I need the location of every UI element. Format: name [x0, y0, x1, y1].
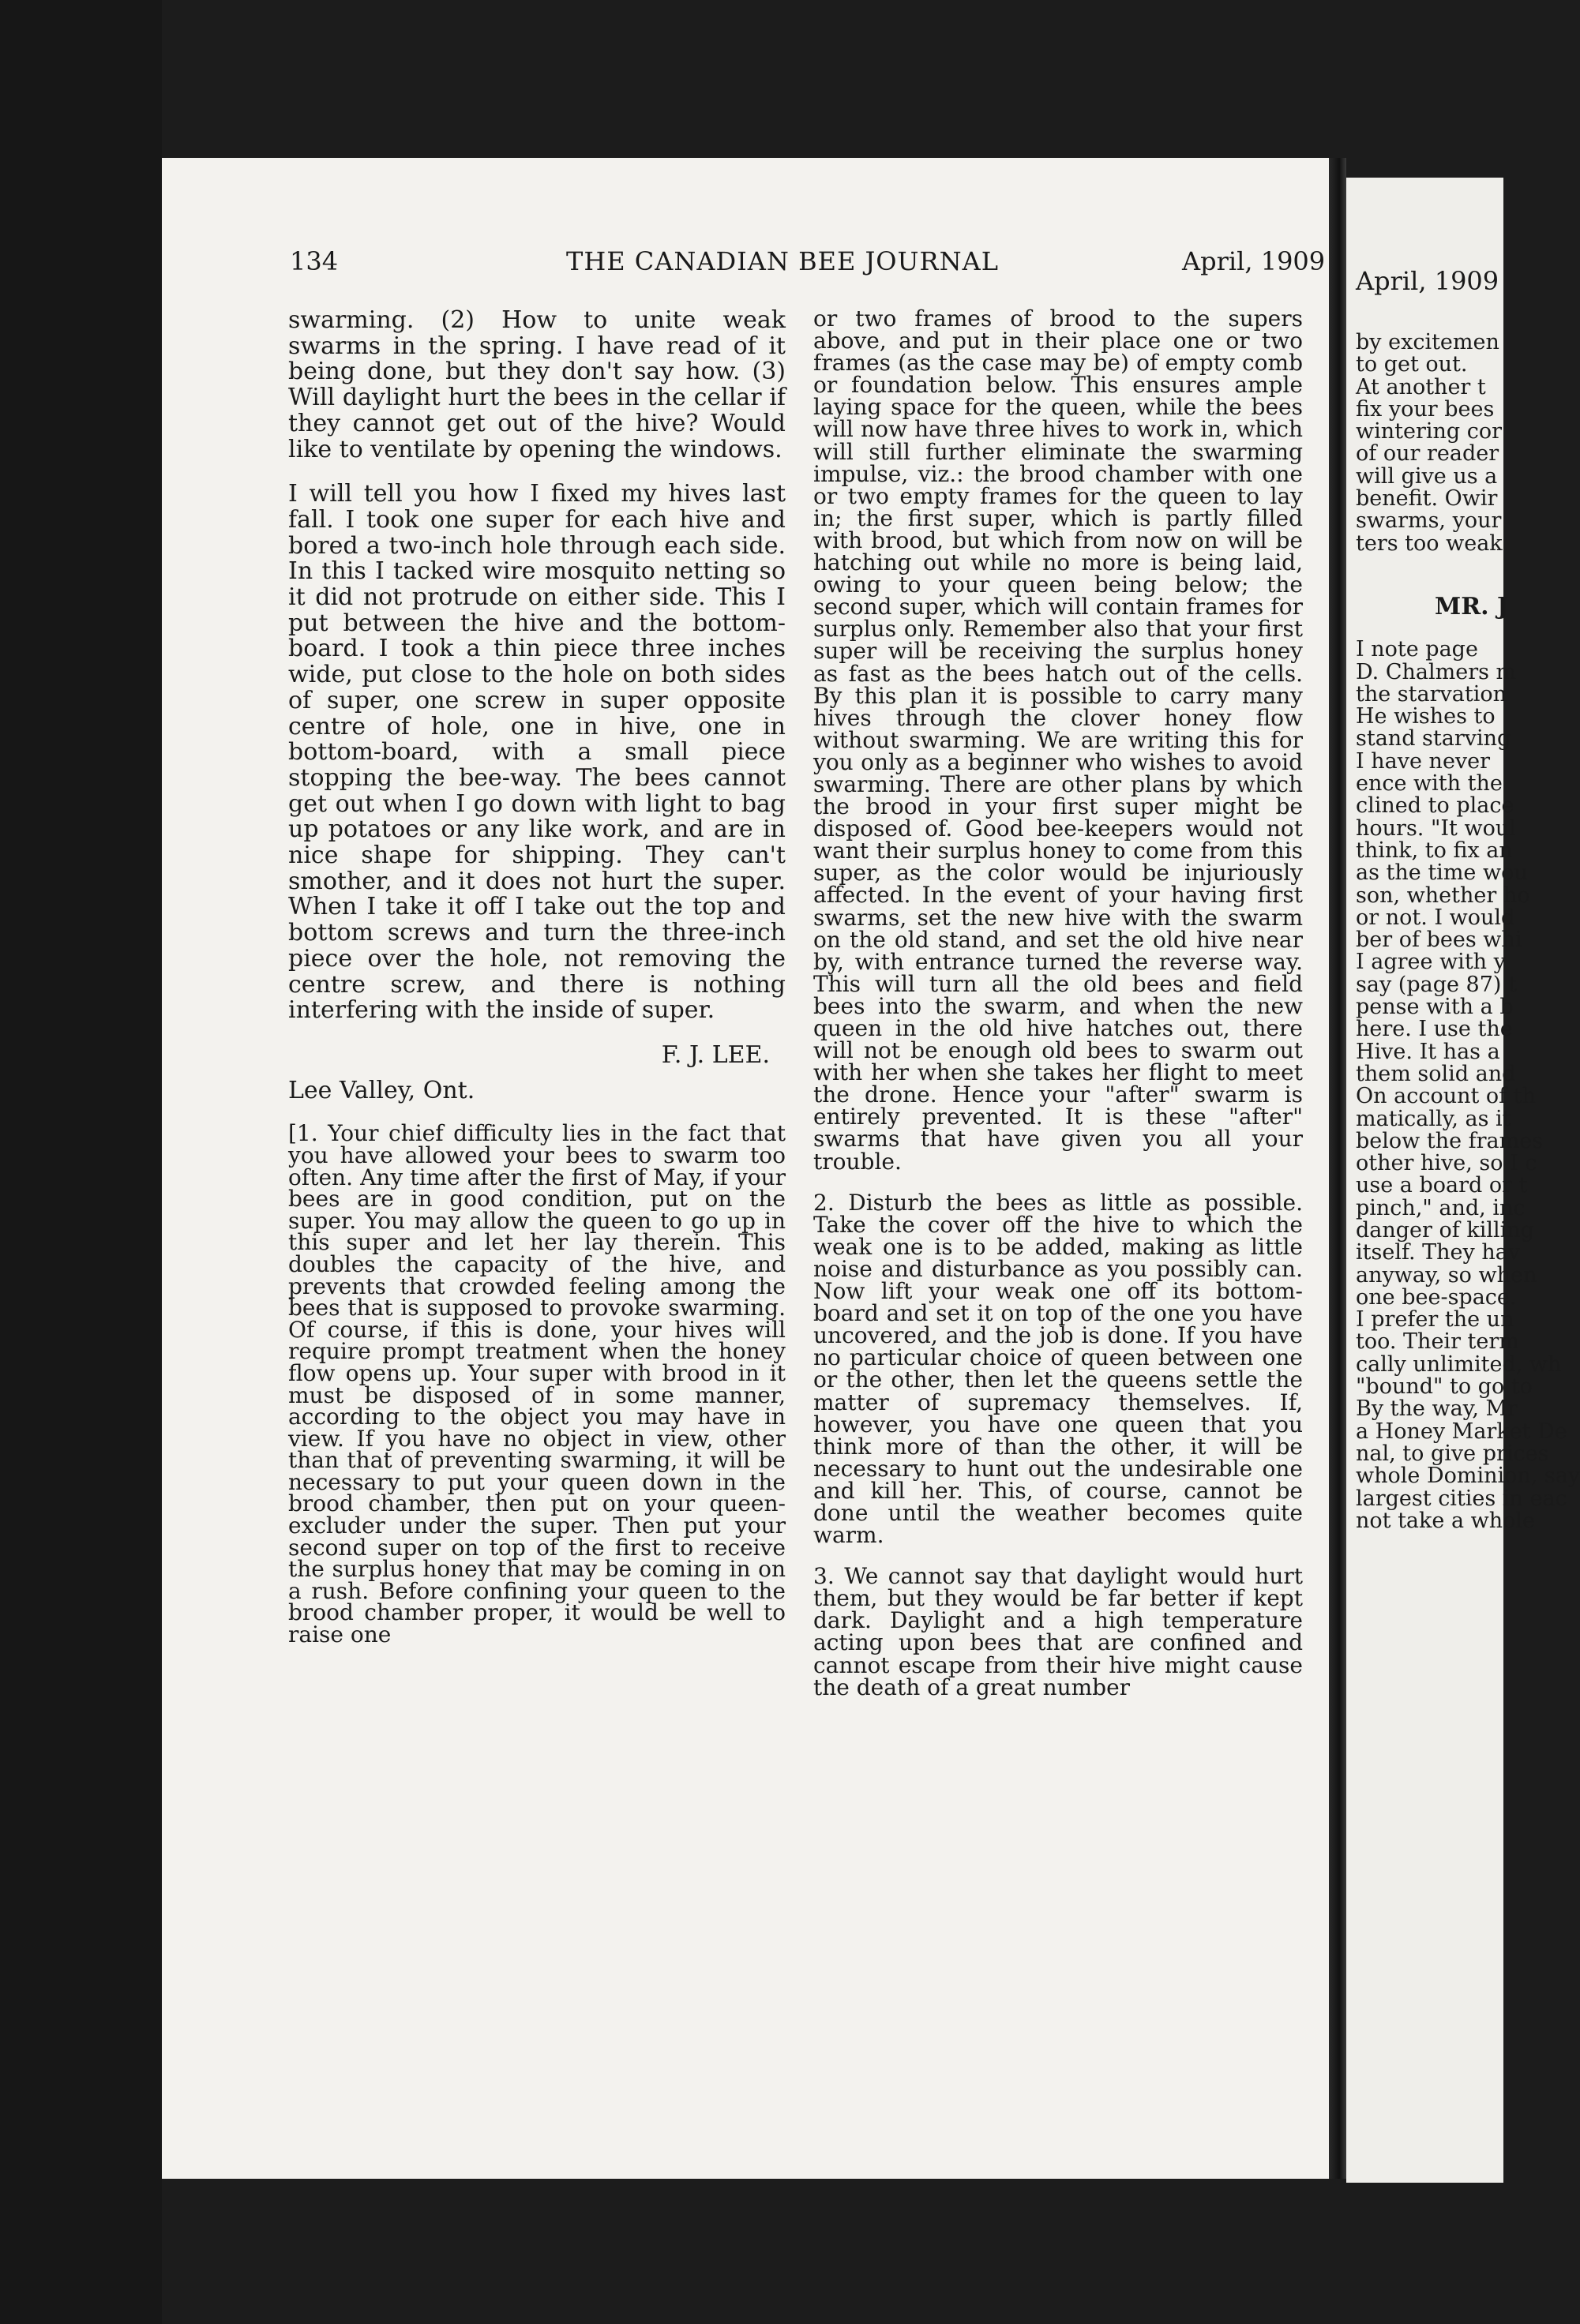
right-page-line: whole Dominion, say [1356, 1464, 1580, 1489]
right-page-line: ence with the [1356, 771, 1503, 797]
scan-background [0, 0, 162, 2324]
right-page-line: danger of killing [1356, 1217, 1534, 1243]
right-page-line: here. I use the [1356, 1017, 1513, 1042]
right-page-line: use a board or t [1356, 1173, 1528, 1198]
right-page-line: itself. They hav [1356, 1240, 1521, 1265]
right-page-line: fix your bees [1356, 396, 1495, 422]
journal-page-135-partial [1346, 178, 1580, 2183]
right-page-line: other hive, so I c [1356, 1151, 1537, 1176]
journal-title: THE CANADIAN BEE JOURNAL [566, 246, 999, 276]
right-page-line: a Honey Market De [1356, 1419, 1567, 1444]
left-column [288, 308, 786, 1665]
letter-paragraph: I will tell you how I fixed my hives last fall. I took one super for each hive and bored a two-inch hole through each side. In this I tacked wire mosquito netting so it did not protrude on either side. This I put between the hive and the bottom-board. I took a thin piece three inches wide, put close to the hole on both sides of super, one screw in super opposite centre of hole, one in hive, one in bottom-board, with a small piece stopping the bee-way. The bees cannot get out when I go down with light to bag up potatoes or any like work, and are in nice shape for shipping. They can't smother, and it does not hurt the super. When I take it off I take out the top and bottom screws and turn the three-inch piece over the hole, not removing the centre screw, and there is nothing interfering with the inside of super. [288, 480, 786, 1025]
right-page-line: not take a whole [1356, 1508, 1535, 1533]
reply-paragraph: or two frames of brood to the supers above, and put in their place one or two frames (as the case may be) of empty comb or foundation below. This ensures ample laying space for the queen, while the bees will now have three hives to work in, which will still further eliminate the swarming impulse, viz.: the brood chamber with one or two empty frames for the queen to lay in; the first super, which is partly filled with brood, but which from now on will be hatching out while no more is being laid, owing to your queen being below; the second super, which will contain frames for surplus only. Remember also that your first super will be receiving the surplus honey as fast as the bees hatch out of the cells. By this plan it is possible to carry many hives through the clover honey flow without swarming. We are writing this for you only as a beginner who wishes to avoid swarming. There are other plans by which the brood in your first super might be disposed of. Good bee-keepers would not want their surplus honey to come from this super, as the color would be injuriously affected. In the event of your having first swarms, set the new hive with the swarm on the old stand, and set the old hive near by, with entrance turned the reverse way. This will turn all the old bees and field bees into the swarm, and when the new queen in the old hive hatches out, there will not be enough old bees to swarm out with her when she takes her flight to meet the drone. Hence your "after" swarm is entirely prevented. It is these "after" swarms that have given you all your trouble. [813, 305, 1303, 1175]
right-page-line: will give us a [1356, 463, 1498, 489]
right-page-line: by excitemen [1356, 330, 1499, 354]
right-page-line: stand starving [1356, 726, 1511, 752]
right-page-line: I prefer the un [1356, 1307, 1514, 1333]
right-page-line: them solid and [1356, 1061, 1516, 1086]
right-page-line: I have never [1356, 748, 1491, 774]
letter-paragraph: swarming. (2) How to unite weak swarms in the spring. I have read of it being done, but they don't say how. (3) Will daylight hurt the bees in the cellar if they cannot get out of the hive? Would like to ventilate by opening the windows. [288, 306, 786, 463]
right-page-line: of our reader [1356, 441, 1499, 467]
right-page-line: I agree with y [1356, 950, 1506, 975]
right-page-line: At another t [1356, 374, 1486, 399]
letter-signature: F. J. LEE. [661, 1040, 770, 1069]
right-page-line: as the time wou [1356, 860, 1528, 886]
right-page-line: anyway, so when [1356, 1262, 1537, 1288]
right-page-heading: MR. J [1435, 592, 1509, 620]
right-page-line: pinch," and, inc [1356, 1195, 1526, 1220]
issue-date: April, 1909 [1182, 246, 1326, 276]
reply-paragraph: 3. We cannot say that daylight would hurt them, but they would be far better if kept dark. Daylight and a high temperature acting upon bees that are confined and cannot escape from their hive might cause the death of a great number [813, 1563, 1303, 1700]
right-page-line: to get out. [1356, 352, 1468, 377]
right-column [813, 305, 1303, 1718]
right-page-line: one bee-space. [1356, 1284, 1517, 1310]
right-page-line: think, to fix an [1356, 838, 1513, 863]
right-page-line: By the way, Mr [1356, 1396, 1518, 1422]
right-page-line: I note page [1356, 637, 1478, 662]
right-page-line: matically, as it [1356, 1106, 1511, 1131]
right-page-date: April, 1909 [1356, 266, 1499, 296]
reply-paragraph: [1. Your chief difficulty lies in the fact that you have allowed your bees to swarm too often. Any time after the first of May, if your bees are in good condition, put on the super. You may allow the queen to go up in this super and let her lay therein. This doubles the capacity of the hive, and prevents that crowded feeling among the bees that is supposed to provoke swarming. Of course, if this is done, your hives will require prompt treatment when the honey flow opens up. Your super with brood in it must be disposed of in some manner, according to the object you may have in view. If you have no object in view, other than that of preventing swarming, it will be necessary to put your queen down in the brood chamber, then put on your queen-excluder under the super. Then put your second super on top of the first to receive the surplus honey that may be coming in on a rush. Before confining your queen to the brood chamber proper, it would be well to raise one [288, 1120, 786, 1648]
right-page-line: He wishes to [1356, 704, 1496, 729]
right-page-line: the starvation [1356, 681, 1507, 707]
right-page-line: On account of th [1356, 1084, 1536, 1109]
right-page-line: wintering cor [1356, 419, 1503, 444]
right-page-line: cally unlimited, wh [1356, 1351, 1562, 1377]
right-page-line: hours. "It woul [1356, 815, 1516, 841]
right-page-line: say (page 87) t [1356, 972, 1517, 997]
right-page-line: below the frames [1356, 1128, 1544, 1153]
right-page-line: swarms, your [1356, 508, 1502, 534]
right-page-line: pense with a b [1356, 995, 1514, 1020]
right-page-column [1356, 330, 1580, 1533]
right-page-lines-top [1356, 332, 1561, 555]
right-page-line: nal, to give prices [1356, 1441, 1549, 1466]
right-page-line: ters too weak [1356, 530, 1503, 556]
right-page-line: son, whether ho [1356, 883, 1530, 908]
reply-paragraph: 2. Disturb the bees as little as possible. Take the cover off the hive to which the weak one is to be added, making as little noise and disturbance as you possibly can. Now lift your weak one off its bottom-board and set it on top of the one you have uncovered, and the job is done. If you have no particular choice of queen between one or the other, then let the queens settle the matter of supremacy themselves. If, however, you have one queen that you think more of than the other, it will be necessary to hunt out the undesirable one and kill her. This, of course, cannot be done until the weather becomes quite warm. [813, 1189, 1303, 1549]
right-page-line: D. Chalmers m [1356, 659, 1517, 684]
book-gutter [1329, 158, 1346, 2179]
right-page-line: "bound" to go to [1356, 1374, 1533, 1400]
journal-page-134 [162, 158, 1329, 2179]
right-page-line: largest cities in eac [1356, 1486, 1567, 1511]
right-page-line: or not. I would [1356, 905, 1515, 930]
letter-location: Lee Valley, Ont. [288, 1076, 475, 1104]
right-page-lines-bottom [1356, 637, 1580, 1533]
page-number: 134 [290, 246, 339, 276]
right-page-line: too. Their term [1356, 1329, 1519, 1355]
right-page-line: Hive. It has a [1356, 1039, 1500, 1064]
right-page-line: clined to place [1356, 793, 1514, 819]
right-page-line: benefit. Owir [1356, 486, 1498, 512]
right-page-line: ber of bees whi [1356, 928, 1522, 953]
